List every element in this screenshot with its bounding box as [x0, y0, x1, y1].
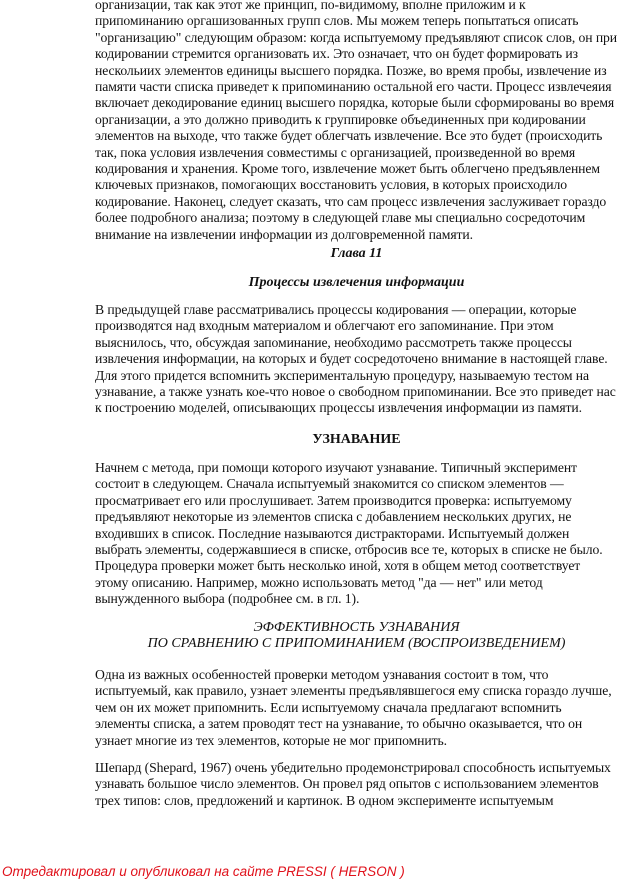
text-line: организации, а это должно приводить к группировке объединенных при кодировании [95, 111, 586, 127]
text-line: так, пока условия извлечения совместимы с организацией, произведенной во время [95, 144, 576, 160]
text-line: Для этого придется вспомнить экспериментальную процедуру, называемую тестом на [95, 367, 590, 383]
subsection-heading-line-1: ЭФФЕКТИВНОСТЬ УЗНАВАНИЯ [253, 620, 460, 635]
chapter-label: Глава 11 [330, 246, 383, 261]
text-line: выяснилось, что, обсуждая запоминание, необходимо рассмотреть также процессы [95, 334, 572, 350]
text-line: этому описанию. Например, можно использовать метод "да — нет" или метод [95, 574, 543, 590]
text-line: производятся над входным материалом и облегчают его запоминание. При этом [95, 318, 554, 334]
text-line: кодирование. Наконец, следует сказать, что сам процесс извлечения заслуживает гораздо [95, 193, 607, 209]
text-line: просматривает его или прослушивает. Затем производится проверка: испытуемому [95, 492, 572, 508]
text-line: более подробного анализа; поэтому в следующей главе мы специально сосредоточим [95, 210, 586, 226]
text-line: входивших в список. Последние называются дистракторами. Испытуемый должен [95, 525, 570, 541]
text-line: памяти части списка приведет к припоминанию остальной его части. Процесс извлечеяия [95, 79, 612, 95]
text-line: "организацию" следующим образом: когда испытуемому предъявляют список слов, он при [95, 29, 618, 45]
paragraph-3 [95, 460, 618, 608]
text-line: включает декодирование единиц высшего порядка, которые были сформированы во время [95, 95, 615, 111]
text-line: припоминанию оргашизованных групп слов. Мы можем теперь попытаться описать [95, 13, 579, 29]
text-line: чем он их может припомнить. Если испытуемому сначала предлагают вспомнить [95, 699, 562, 715]
text-line: Шепард (Shepard, 1967) очень убедительно продемонстрировал способность испытуемых [95, 760, 611, 775]
text-line: Начнем с метода, при помощи которого изучают узнавание. Типичный эксперимент [95, 460, 577, 475]
text-line: В предыдущей главе рассматривались процессы кодирования — операции, которые [95, 302, 577, 317]
text-line: нескольиих элементов единицы высшего порядка. Позже, во время пробы, извлечение из [95, 62, 607, 78]
paragraph-5 [95, 760, 618, 809]
text-line: внимание на извлечении информации из долговременной памяти. [95, 226, 473, 242]
section-heading: УЗНАВАНИЕ [312, 432, 401, 447]
text-line: Одна из важных особенностей проверки методом узнавания состоит в том, что [95, 667, 549, 682]
text-line: элементов на выходе, что также будет облегчать извлечение. Все это будет (происходить [95, 128, 603, 144]
text-line: выбрать элементы, содержавшиеся в списке, отбросив все те, которых в списке не было. [95, 542, 603, 558]
paragraph-1 [95, 0, 618, 243]
text-line: кодировании стремится организовать их. Это означает, что он будет формировать из [95, 46, 578, 62]
text-line: кодирования и хранения. Кроме того, извлечение может быть облегчено предъявленнем [95, 161, 600, 177]
footer-credit: Отредактировал и опубликовал на сайте PRESSI ( HERSON ) [2, 864, 405, 879]
text-line: элементы списка, а затем проводят тест на узнавание, то обычно оказывается, что он [95, 716, 583, 732]
subsection-heading-line-2: ПО СРАВНЕНИЮ С ПРИПОМИНАНИЕМ (ВОСПРОИЗВЕДЕНИЕМ) [147, 636, 566, 651]
text-line: организации, так как этот же принцип, по-видимому, вполне приложим и к [95, 0, 526, 12]
text-line: узнавать большое число элементов. Он провел ряд опытов с использованием элементов [95, 776, 599, 792]
chapter-title: Процессы извлечения информации [248, 275, 465, 290]
text-line: ключевых признаков, помогающих восстановить условия, в которых происходило [95, 177, 568, 193]
paragraph-2 [95, 302, 618, 417]
text-line: вынужденного выбора (подробнее см. в гл. 1). [95, 591, 360, 607]
text-line: к построению моделей, описывающих процессы извлечения информации из памяти. [95, 400, 582, 416]
paragraph-4 [95, 667, 618, 749]
text-line: Процедура проверки может быть несколько иной, хотя в общем метод соответствует [95, 558, 581, 574]
text-line: извлечения информации, на которых и будет сосредоточено внимание в настоящей главе. [95, 351, 608, 367]
text-line: предъявляют некоторые из элементов списка с добавлением нескольких других, не [95, 509, 572, 525]
text-line: узнавание, а также узнать кое-что новое о свободном припоминании. Все это приведет нас [95, 384, 616, 400]
text-line: трех типов: слов, предложений и картинок. В одном эксперименте испытуемым [95, 792, 554, 808]
text-line: состоит в следующем. Сначала испытуемый знакомится со списком элементов — [95, 476, 564, 492]
text-line: узнает многие из тех элементов, которые не мог припомнить. [95, 732, 447, 748]
text-line: испытуемый, как правило, узнает элементы предъявлявшегося ему списка гораздо лучше, [95, 683, 612, 699]
